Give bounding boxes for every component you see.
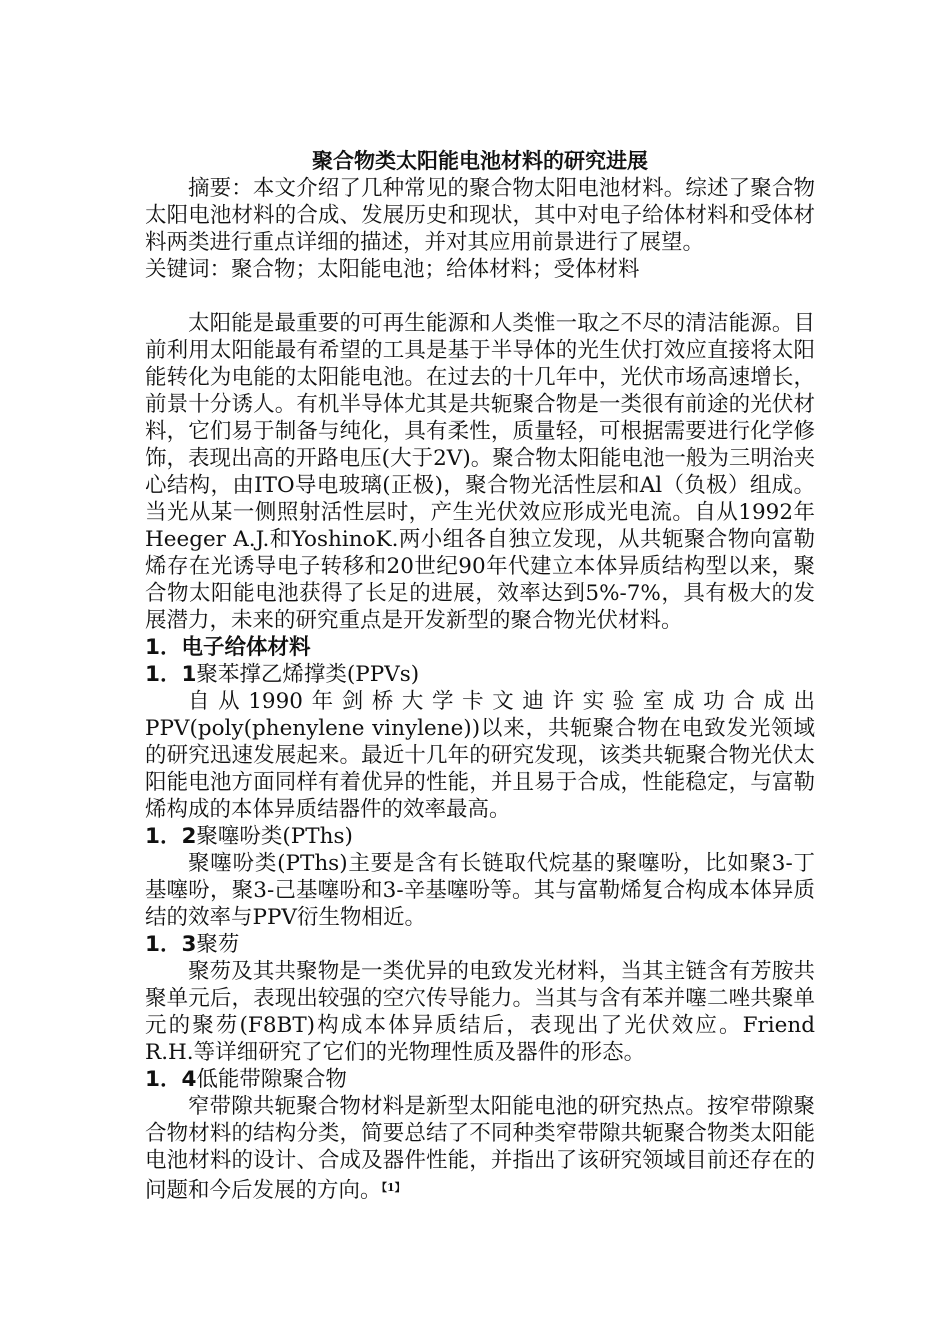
subsection-paragraph: 聚芴及其共聚物是一类优异的电致发光材料，当其主链含有芳胺共聚单元后，表现出较强的空穴传导能力。当其与含有苯并噻二唑共聚单元的聚芴(F8BT)构成本体异质结后，表现出了光伏效应。Friend R.H.等详细研究了它们的光物理性质及器件的形态。 [145,959,815,1065]
reference-marker[interactable]: 【1】 [381,1181,406,1194]
subsection-paragraph: 自从1990年剑桥大学卡文迪许实验室成功合成出PPV(poly(phenylene vinylene))以来，共轭聚合物在电致发光领域的研究迅速发展起来。最近十几年的研究发现，该类共轭聚合物光伏太阳能电池方面同样有着优异的性能，并且易于合成，性能稳定，与富勒烯构成的本体异质结器件的效率最高。 [145,689,815,822]
subsection-paragraph [145,1093,815,1204]
subsection-number: 1．3 [145,932,197,957]
keywords: 关键词：聚合物；太阳能电池；给体材料；受体材料 [145,257,640,282]
subsection-title: 聚噻吩类(PThs) [196,824,353,849]
abstract: 摘要：本文介绍了几种常见的聚合物太阳电池材料。综述了聚合物太阳电池材料的合成、发展历史和现状，其中对电子给体材料和受体材料两类进行重点详细的描述，并对其应用前景进行了展望。 [145,176,815,255]
section-heading: 1．电子给体材料 [145,635,311,660]
subsection-title: 聚芴 [196,932,240,957]
intro-paragraph: 太阳能是最重要的可再生能源和人类惟一取之不尽的清洁能源。目前利用太阳能最有希望的工具是基于半导体的光生伏打效应直接将太阳能转化为电能的太阳能电池。在过去的十几年中，光伏市场高速增长，前景十分诱人。有机半导体尤其是共轭聚合物是一类很有前途的光伏材料，它们易于制备与纯化，具有柔性，质量轻，可根据需要进行化学修饰，表现出高的开路电压(大于2V)。聚合物太阳能电池一般为三明治夹心结构，由ITO导电玻璃(正极)，聚合物光活性层和Al（负极）组成。当光从某一侧照射活性层时，产生光伏效应形成光电流。自从1992年Heeger A.J.和YoshinoK.两小组各自独立发现，从共轭聚合物向富勒烯存在光诱导电子转移和20世纪90年代建立本体异质结构型以来，聚合物太阳能电池获得了长足的进展，效率达到5%-7%，具有极大的发展潜力，未来的研究重点是开发新型的聚合物光伏材料。 [145,311,816,633]
subsection-heading [145,931,815,958]
subsection-number: 1．1 [145,662,197,687]
paragraph-text: 窄带隙共轭聚合物材料是新型太阳能电池的研究热点。按窄带隙聚合物材料的结构分类，简要总结了不同种类窄带隙共轭聚合物类太阳能电池材料的设计、合成及器件性能，并指出了该研究领域目前还存在的问题和今后发展的方向。 [145,1094,815,1203]
subsection-paragraph: 聚噻吩类(PThs)主要是含有长链取代烷基的聚噻吩，比如聚3-丁基噻吩，聚3-己基噻吩和3-辛基噻吩等。其与富勒烯复合构成本体异质结的效率与PPV衍生物相近。 [145,851,815,930]
document-page [145,148,815,1204]
subsection-heading [145,661,815,688]
blank-line [145,283,815,310]
subsection-title: 聚苯撑乙烯撑类(PPVs) [196,662,420,687]
document-title: 聚合物类太阳能电池材料的研究进展 [312,149,648,173]
subsection-number: 1．4 [145,1067,197,1092]
subsection-heading [145,1066,815,1093]
subsection-title: 低能带隙聚合物 [196,1067,347,1092]
subsection-number: 1．2 [145,824,197,849]
subsection-heading [145,823,815,850]
